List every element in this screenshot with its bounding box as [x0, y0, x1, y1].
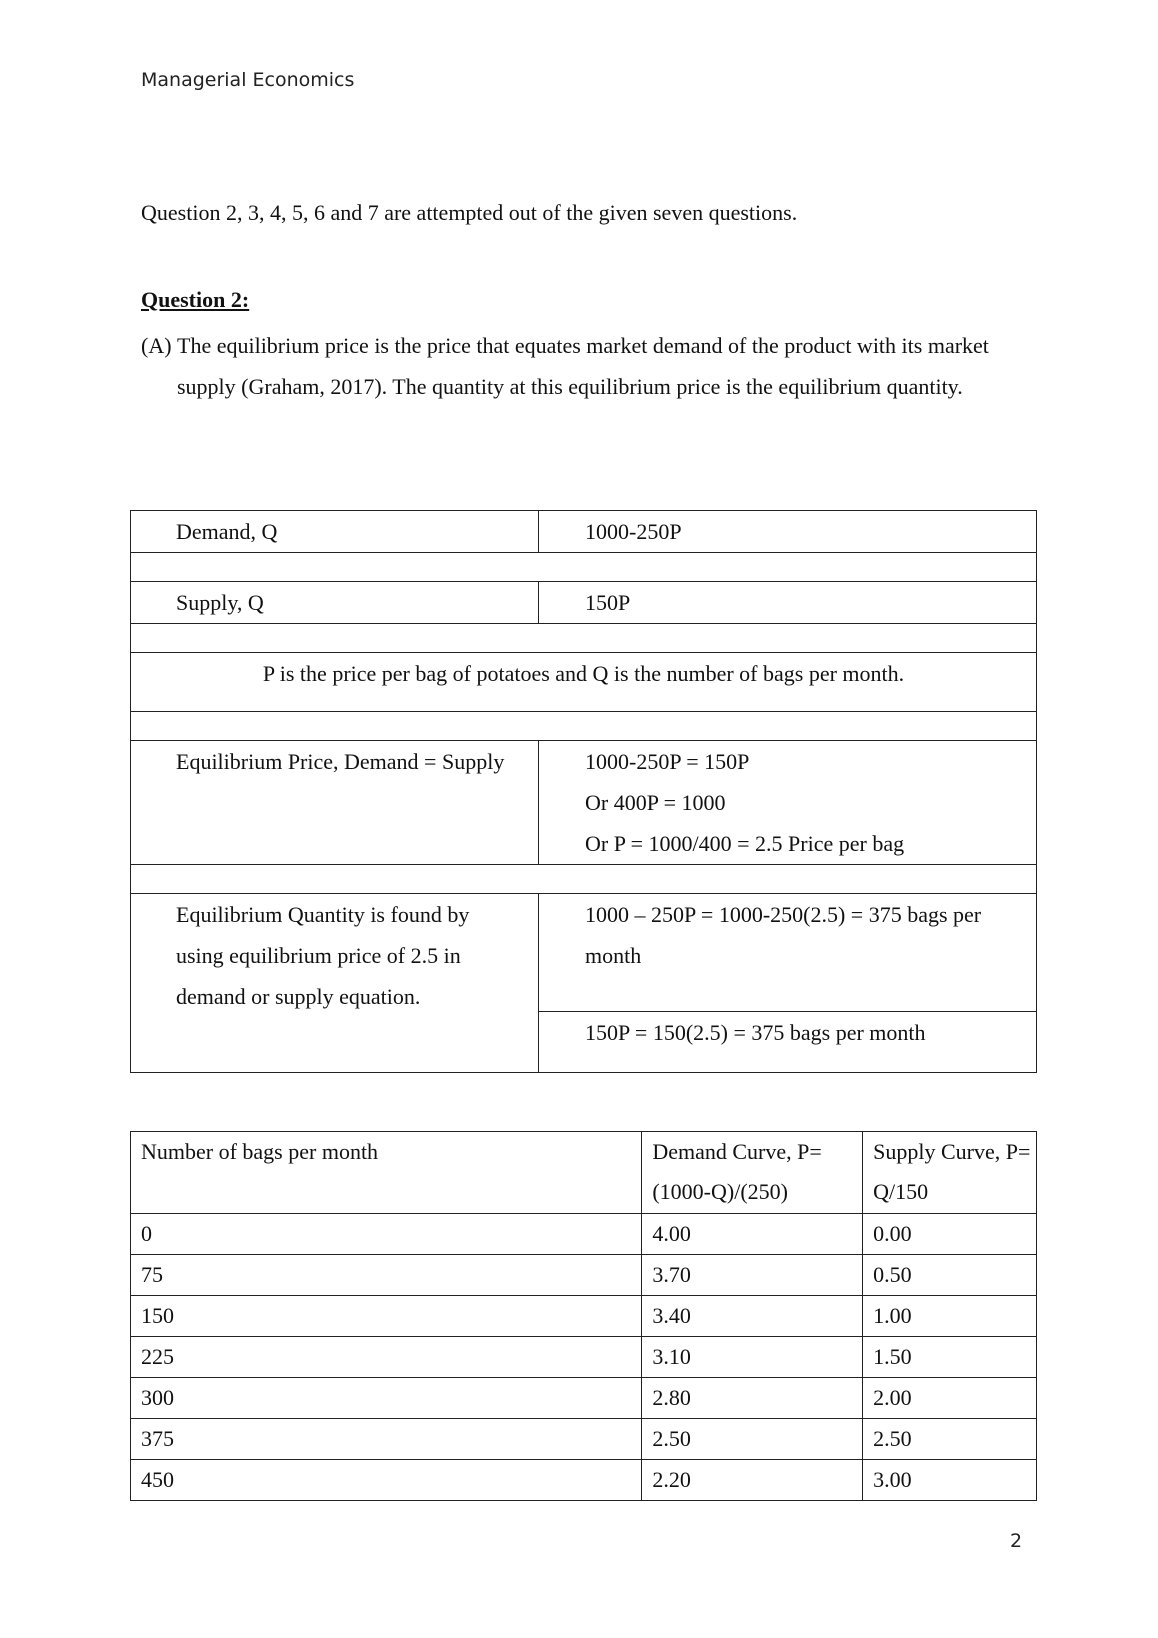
question-heading: Question 2: — [141, 287, 250, 312]
table-cell — [131, 582, 539, 624]
column-header: Number of bags per month — [131, 1132, 642, 1214]
demand-price-cell: 4.00 — [642, 1214, 863, 1255]
supply-price-cell: 1.50 — [863, 1337, 1037, 1378]
table-cell — [131, 865, 1037, 894]
table-cell — [539, 511, 1037, 553]
table-cell — [539, 1012, 1037, 1073]
supply-price-cell: 0.50 — [863, 1255, 1037, 1296]
bags-cell: 225 — [131, 1337, 642, 1378]
table-cell — [539, 582, 1037, 624]
table-row — [131, 894, 1037, 1012]
paragraph-text: The equilibrium price is the price that equates market demand of the product with its market supply (Graham, 2017). The quantity at this equilibrium price is the equilibrium quantity. — [177, 333, 989, 399]
table-cell — [131, 511, 539, 553]
demand-price-cell: 3.70 — [642, 1255, 863, 1296]
supply-value: 150P — [585, 590, 631, 615]
table-cell — [131, 653, 1037, 712]
eq-price-step: Or P = 1000/400 = 2.5 Price per bag — [585, 831, 905, 856]
table-row — [131, 582, 1037, 624]
spacer-row — [131, 624, 1037, 653]
page-number: 2 — [1010, 1530, 1023, 1552]
equilibrium-table — [130, 510, 1037, 1073]
demand-price-cell: 2.20 — [642, 1460, 863, 1501]
eq-quantity-label: Equilibrium Quantity is found by using equilibrium price of 2.5 in demand or supply equation. — [176, 902, 470, 1009]
table-row — [131, 1419, 1037, 1460]
eq-price-step: Or 400P = 1000 — [585, 790, 726, 815]
table-cell — [539, 741, 1037, 865]
eq-price-label: Equilibrium Price, Demand = Supply — [176, 749, 505, 774]
demand-value: 1000-250P — [585, 519, 682, 544]
demand-price-cell: 2.50 — [642, 1419, 863, 1460]
demand-price-cell: 2.80 — [642, 1378, 863, 1419]
supply-price-cell: 2.00 — [863, 1378, 1037, 1419]
table-cell — [131, 624, 1037, 653]
supply-label: Supply, Q — [176, 590, 264, 615]
supply-price-cell: 2.50 — [863, 1419, 1037, 1460]
table-row — [131, 511, 1037, 553]
table-row — [131, 1460, 1037, 1501]
column-header: Demand Curve, P= (1000-Q)/(250) — [642, 1132, 863, 1214]
demand-price-cell: 3.10 — [642, 1337, 863, 1378]
eq-quantity-supply: 150P = 150(2.5) = 375 bags per month — [585, 1020, 926, 1045]
supply-price-cell: 1.00 — [863, 1296, 1037, 1337]
running-header: Managerial Economics — [141, 69, 355, 91]
list-label: (A) — [141, 333, 172, 358]
bags-cell: 150 — [131, 1296, 642, 1337]
table-row — [131, 1378, 1037, 1419]
question-paragraph — [141, 325, 1011, 407]
spacer-row — [131, 553, 1037, 582]
spacer-row — [131, 712, 1037, 741]
intro-sentence: Question 2, 3, 4, 5, 6 and 7 are attempted out of the given seven questions. — [141, 200, 798, 225]
supply-price-cell: 3.00 — [863, 1460, 1037, 1501]
bags-cell: 300 — [131, 1378, 642, 1419]
table-row — [131, 1337, 1037, 1378]
table-row — [131, 653, 1037, 712]
demand-label: Demand, Q — [176, 519, 278, 544]
table-row — [131, 1214, 1037, 1255]
table-row — [131, 1296, 1037, 1337]
column-header: Supply Curve, P= Q/150 — [863, 1132, 1037, 1214]
eq-quantity-demand: 1000 – 250P = 1000-250(2.5) = 375 bags per month — [585, 902, 982, 968]
table-cell — [131, 894, 539, 1073]
variable-note: P is the price per bag of potatoes and Q is the number of bags per month. — [262, 661, 905, 686]
table-cell — [131, 741, 539, 865]
table-cell — [131, 712, 1037, 741]
spacer-row — [131, 865, 1037, 894]
bags-cell: 75 — [131, 1255, 642, 1296]
bags-cell: 450 — [131, 1460, 642, 1501]
eq-price-step: 1000-250P = 150P — [585, 749, 750, 774]
table-row — [131, 741, 1037, 865]
table-cell — [131, 553, 1037, 582]
table-row — [131, 1255, 1037, 1296]
schedule-table — [130, 1131, 1037, 1501]
bags-cell: 375 — [131, 1419, 642, 1460]
demand-price-cell: 3.40 — [642, 1296, 863, 1337]
table-cell — [539, 894, 1037, 1012]
bags-cell: 0 — [131, 1214, 642, 1255]
table-header-row — [131, 1132, 1037, 1214]
supply-price-cell: 0.00 — [863, 1214, 1037, 1255]
